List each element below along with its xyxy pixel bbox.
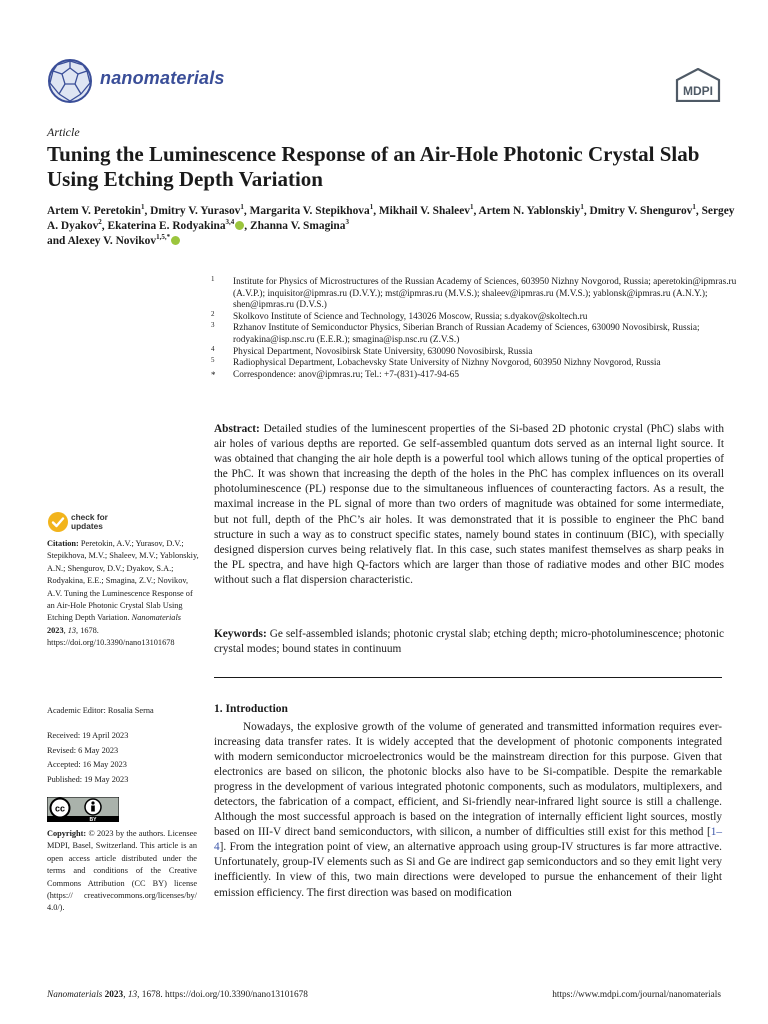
article-type: Article xyxy=(47,125,80,139)
author[interactable]: Artem N. Yablonskiy$^1$ xyxy=(478,203,584,217)
footer-citation: Nanomaterials 2023, 13, 1678. https://doi.org/10.3390/nano13101678 xyxy=(47,990,308,1000)
copyright-notice: Copyright: © 2023 by the authors. Licensee MDPI, Basel, Switzerland. This article is an open access article distributed under the terms and conditions of the Creative Commons Attribution (CC BY) license (https:// creativecommons.org/licenses/by/ 4.0/). xyxy=(47,829,197,913)
section-heading: 1. Introduction xyxy=(214,703,288,715)
author-list: Artem V. Peretokin$^1$, Dmitry V. Yurasov$^1$, Margarita V. Stepikhova$^1$, Mikhail V. Shaleev$^1$, Artem N. Yablonskiy$^1$, Dmitry V. Shengurov$^1$, Sergey A. Dyakov$^2$, Ekaterina E. Rodyakina$^{3,4}$ , Zhanna V. Smagina$^3$ and Alexey V. Novikov$^{1,5,*}$ xyxy=(47,203,735,248)
dates xyxy=(47,729,128,787)
svg-text:cc: cc xyxy=(54,803,66,814)
correspondence: * Correspondence: anov@ipmras.ru; Tel.: +7-(831)-417-94-65 xyxy=(211,369,459,380)
affiliation: 1 Institute for Physics of Microstructures of the Russian Academy of Sciences, 603950 Nizhny Novgorod, Russia; aperetokin@ipmras.ru (A.V.P.); inquisitor@ipmras.ru (D.V.Y.); mst@ipmras.ru (M.V.S.); shaleev@ipmras.ru (M.V.S.); yablonsk@ipmras.ru (A.N.Y.); shen@ipmras.ru (D.V.S.) xyxy=(211,275,737,311)
abstract-label: Abstract: xyxy=(214,423,260,435)
abstract-text: Detailed studies of the luminescent properties of the Si-based 2D photonic crystal (PhC) slabs with air holes of various depths are reported. Ge self-assembled quantum dots served as an internal light source. It was obtained that changing the air hole depth is a powerful tool which allows tuning of the optical properties of the PhC. It was shown that increasing the depth of the holes in the PhC has complex influences on its overall photoluminescence (PL) response due to the simultaneous influences of counteracting factors. As a result, the maximal increase in the PL signal of more than two orders of magnitude was obtained for some intermediate, but not full, depth of the PhC’s air holes. It was demonstrated that it is possible to engineer the PhC band structure in such a way as to construct specific states, namely bound states in continuum (BIC), with specially designed dispersion curves being relatively flat. In this case, such states manifest themselves as sharp peaks in the PL spectra, and have high Q-factors which are larger than those of radiative modes and other BIC modes without such a flat dispersion characteristic. xyxy=(214,423,724,586)
keywords xyxy=(214,627,724,657)
journal-name: nanomaterials xyxy=(100,68,225,88)
affiliation: 3 Rzhanov Institute of Semiconductor Physics, Siberian Branch of Russian Academy of Sciences, 630090 Novosibirsk, Russia; rodyakina@isp.nsc.ru (E.E.R.); smagina@isp.nsc.ru (Z.V.S.) xyxy=(211,321,700,345)
citation-block: Citation: Peretokin, A.V.; Yurasov, D.V.; Stepikhova, M.V.; Shaleev, M.V.; Yablonskiy, A.N.; Shengurov, D.V.; Dyakov, S.A.; Rodyakina, E.E.; Smagina, Z.V.; Novikov, A.V. Tuning the Luminescence Response of an Air-Hole Photonic Crystal Slab Using Etching Depth Variation. Nanomaterials 2023, 13, 1678. https://doi.org/10.3390/nano13101678 xyxy=(47,539,199,648)
author[interactable]: Zhanna V. Smagina$^3$ xyxy=(249,218,349,233)
cc-by-license-icon[interactable] xyxy=(47,797,119,822)
keywords-label: Keywords: xyxy=(214,628,267,640)
svg-text:BY: BY xyxy=(89,817,97,822)
affiliation: 4 Physical Department, Novosibirsk State University, 630090 Novosibirsk, Russia xyxy=(211,344,533,357)
author[interactable]: Mikhail V. Shaleev$^1$ xyxy=(378,203,474,217)
section-divider xyxy=(214,677,722,678)
received-date: Received: 19 April 2023 xyxy=(47,731,129,740)
check-updates-icon xyxy=(47,511,69,533)
author[interactable]: Ekaterina E. Rodyakina$^{3,4}$ xyxy=(107,220,244,232)
revised-date: Revised: 6 May 2023 xyxy=(47,745,119,755)
author[interactable]: Dmitry V. Shengurov$^1$ xyxy=(589,203,696,217)
author[interactable]: and Alexey V. Novikov$^{1,5,*}$ xyxy=(47,235,180,247)
orcid-icon[interactable] xyxy=(235,221,244,230)
academic-editor: Academic Editor: Rosalia Serna xyxy=(47,706,154,715)
affiliations xyxy=(211,277,741,381)
affiliation: 2 Skolkovo Institute of Science and Technology, 143026 Moscow, Russia; s.dyakov@skoltech.ru xyxy=(211,309,588,322)
abstract xyxy=(214,422,724,588)
journal-logo-icon xyxy=(47,58,93,104)
published-date: Published: 19 May 2023 xyxy=(47,774,129,784)
citation-link[interactable]: 1–4 xyxy=(214,826,722,854)
orcid-icon[interactable] xyxy=(171,236,180,245)
author[interactable]: Dmitry V. Yurasov$^1$ xyxy=(150,203,244,217)
publisher-name: MDPI xyxy=(683,84,713,98)
author[interactable]: Artem V. Peretokin$^1$ xyxy=(47,203,145,217)
check-for-updates-badge[interactable]: check for updates xyxy=(47,511,117,533)
keywords-text: Ge self-assembled islands; photonic crystal slab; etching depth; micro-photoluminescence; photonic crystal modes; bound states in continuum xyxy=(214,628,724,656)
author[interactable]: Margarita V. Stepikhova$^1$ xyxy=(249,203,374,217)
author[interactable]: Sergey A. Dyakov$^2$ xyxy=(47,205,735,233)
affiliation: 5 Radiophysical Department, Lobachevsky State University of Nizhny Novgorod, 603950 Nizhny Novgorod, Russia xyxy=(211,356,661,369)
accepted-date: Accepted: 16 May 2023 xyxy=(47,760,127,769)
article-title: Tuning the Luminescence Response of an Air-Hole Photonic Crystal Slab Using Etching Depth Variation xyxy=(47,142,700,191)
mdpi-logo-icon xyxy=(674,68,722,102)
intro-paragraph: Nowadays, the explosive growth of the volume of generated and transmitted information requires ever-increasing data transfer rates. It is widely accepted that the development of photonic components integrated with modern semiconductor microelectronics would be the mainstream direction for this purpose. Given that electronics are based on silicon, the photonic blocks also have to be Si-compatible. Despite the remarkable progress in the development of various integrated photonic components, such as modulators, multiplexers, and detectors, the fabrication of a compact, efficient, and Si-friendly near-infrared light source is still a challenge. Although the most successful approach is based on the integration of internally efficient light sources, mostly based on III-V direct band semiconductors, with silicon, a number of difficulties still exist for this method [1–4]. From the integration point of view, an alternative approach using group-IV structures is far more attractive. Unfortunately, group-IV elements such as Si and Ge are indirect gap semiconductors and so they emit light very inefficiently. In view of this, two main directions were developed to pursue the enhancement of their light emission efficiency. The first direction was based on modification xyxy=(214,721,722,899)
footer-journal-url[interactable]: https://www.mdpi.com/journal/nanomaterials xyxy=(552,990,721,1000)
